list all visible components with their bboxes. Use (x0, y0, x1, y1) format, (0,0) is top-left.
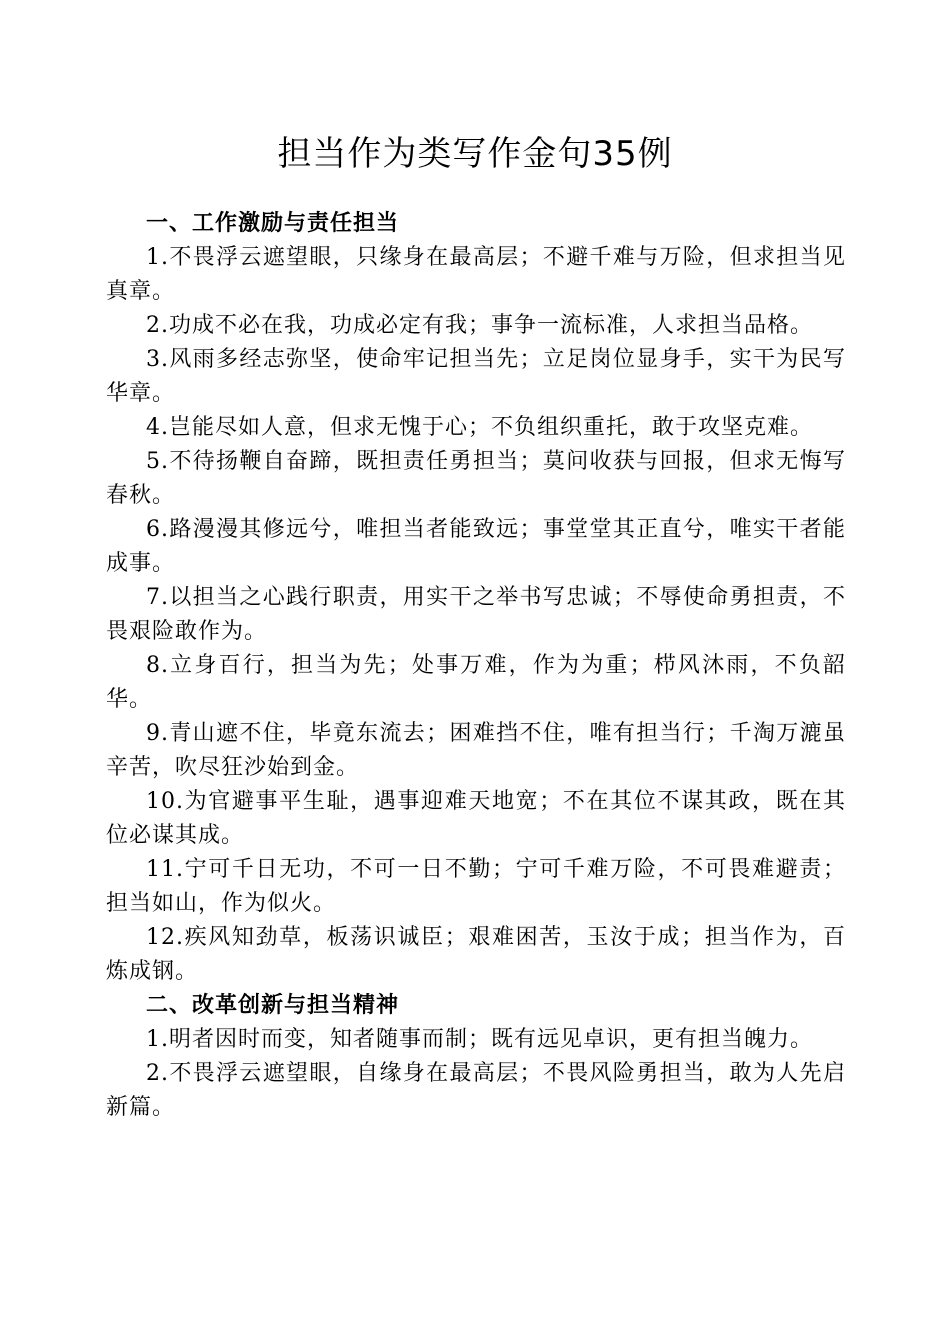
list-item: 9.青山遮不住，毕竟东流去；困难挡不住，唯有担当行；千淘万漉虽辛苦，吹尽狂沙始到金。 (106, 721, 846, 780)
list-item: 11.宁可千日无功，不可一日不勤；宁可千难万险，不可畏难避责；担当如山，作为似火。 (106, 857, 846, 916)
list-item: 4.岂能尽如人意，但求无愧于心；不负组织重托，敢于攻坚克难。 (146, 415, 813, 440)
list-item: 5.不待扬鞭自奋蹄，既担责任勇担当；莫问收获与回报，但求无悔写春秋。 (106, 449, 846, 508)
section-2 (106, 989, 846, 1125)
document-title: 担当作为类写作金句35例 (277, 134, 673, 174)
list-item: 3.风雨多经志弥坚，使命牢记担当先；立足岗位显身手，实干为民写华章。 (106, 347, 846, 406)
list-item: 12.疾风知劲草，板荡识诚臣；艰难困苦，玉汝于成；担当作为，百炼成钢。 (106, 925, 846, 984)
list-item: 6.路漫漫其修远兮，唯担当者能致远；事堂堂其正直兮，唯实干者能成事。 (106, 517, 846, 576)
list-item: 7.以担当之心践行职责，用实干之举书写忠诚；不辱使命勇担责，不畏艰险敢作为。 (106, 585, 846, 644)
list-item: 10.为官避事平生耻，遇事迎难天地宽；不在其位不谋其政，既在其位必谋其成。 (106, 789, 846, 848)
list-item: 8.立身百行，担当为先；处事万难，作为为重；栉风沐雨，不负韶华。 (106, 653, 846, 712)
section-heading: 一、工作激励与责任担当 (146, 211, 400, 236)
list-item: 2.功成不必在我，功成必定有我；事争一流标准，人求担当品格。 (146, 313, 813, 338)
section-1 (106, 207, 846, 989)
list-item: 1.明者因时而变，知者随事而制；既有远见卓识，更有担当魄力。 (146, 1027, 813, 1052)
document-body (106, 207, 846, 1125)
list-item: 2.不畏浮云遮望眼，自缘身在最高层；不畏风险勇担当，敢为人先启新篇。 (106, 1061, 846, 1120)
section-heading: 二、改革创新与担当精神 (146, 993, 400, 1018)
list-item: 1.不畏浮云遮望眼，只缘身在最高层；不避千难与万险，但求担当见真章。 (106, 245, 846, 304)
